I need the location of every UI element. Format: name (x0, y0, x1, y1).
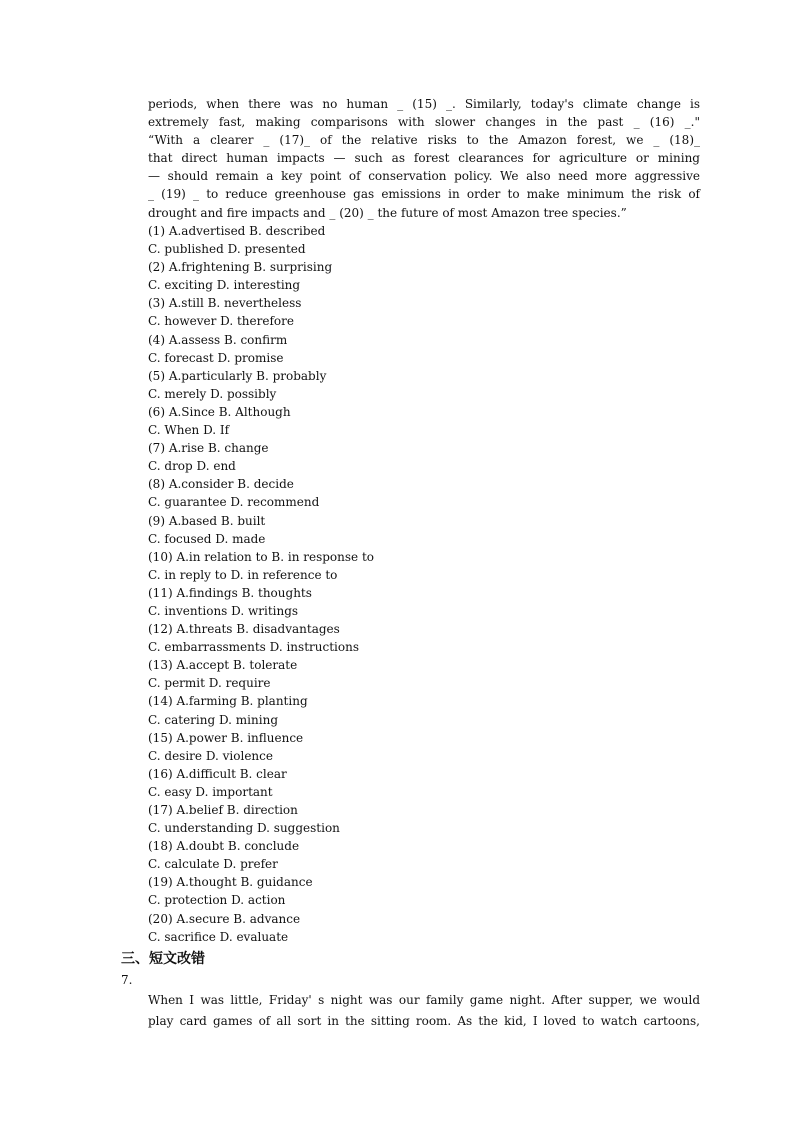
option-line: C. easy D. important (148, 784, 273, 799)
option-line: C. understanding D. suggestion (148, 821, 340, 836)
passage-line: extremely fast, making comparisons with slower changes in the past _ (16) _." (148, 115, 700, 130)
option-line: C. merely D. possibly (148, 386, 277, 401)
option-line: C. desire D. violence (148, 748, 273, 763)
passage-line: _ (19) _ to reduce greenhouse gas emissions in order to make minimum the risk of (148, 187, 700, 202)
option-line: C. however D. therefore (148, 314, 294, 329)
passage-line: drought and fire impacts and _ (20) _ the future of most Amazon tree species.” (148, 205, 627, 220)
option-line: C. When D. If (148, 423, 230, 438)
option-line: C. catering D. mining (148, 712, 278, 727)
option-line: (20) A.secure B. advance (148, 911, 301, 926)
option-line: C. in reply to D. in reference to (148, 567, 338, 582)
option-line: (19) A.thought B. guidance (148, 875, 313, 890)
answer-options (148, 222, 374, 946)
question-number: 7. (121, 973, 133, 987)
option-line: (14) A.farming B. planting (148, 694, 308, 709)
essay-line: play card games of all sort in the sitting room. As the kid, I loved to watch cartoons, (148, 1014, 700, 1028)
option-line: (16) A.difficult B. clear (148, 766, 287, 781)
option-line: (9) A.based B. built (148, 513, 266, 528)
option-line: (1) A.advertised B. described (148, 224, 326, 238)
reading-passage (148, 95, 700, 222)
passage-line: — should remain a key point of conservation policy. We also need more aggressive (148, 169, 700, 184)
option-line: (18) A.doubt B. conclude (148, 839, 300, 854)
option-line: (8) A.consider B. decide (148, 477, 294, 492)
option-line: C. forecast D. promise (148, 350, 284, 365)
passage-line: that direct human impacts — such as forest clearances for agriculture or mining (148, 151, 700, 166)
option-line: (2) A.frightening B. surprising (148, 260, 333, 275)
option-line: C. drop D. end (148, 459, 236, 474)
option-line: C. calculate D. prefer (148, 857, 278, 872)
option-line: C. inventions D. writings (148, 603, 299, 618)
option-line: C. embarrassments D. instructions (148, 640, 359, 655)
option-line: C. exciting D. interesting (148, 278, 301, 293)
option-line: (3) A.still B. nevertheless (148, 296, 302, 311)
option-line: C. permit D. require (148, 676, 271, 691)
error-correction-passage (148, 990, 700, 1032)
option-line: (5) A.particularly B. probably (148, 368, 327, 383)
section-heading: 三、短文改错 (121, 951, 205, 967)
option-line: (4) A.assess B. confirm (148, 332, 288, 347)
option-line: (6) A.Since B. Although (148, 404, 291, 419)
option-line: (7) A.rise B. change (148, 441, 269, 456)
option-line: (12) A.threats B. disadvantages (148, 622, 340, 637)
option-line: (15) A.power B. influence (148, 730, 304, 745)
option-line: C. guarantee D. recommend (148, 495, 320, 510)
option-line: C. sacrifice D. evaluate (148, 929, 289, 944)
option-line: (10) A.in relation to B. in response to (148, 549, 375, 564)
option-line: C. focused D. made (148, 531, 266, 546)
essay-line: When I was little, Friday' s night was our family game night. After supper, we would (148, 993, 700, 1007)
option-line: (11) A.findings B. thoughts (148, 585, 312, 600)
option-line: (17) A.belief B. direction (148, 803, 298, 817)
option-line: C. protection D. action (148, 893, 286, 908)
option-line: C. published D. presented (148, 242, 306, 257)
passage-line: periods, when there was no human _ (15) _. Similarly, today's climate change is (148, 97, 700, 111)
option-line: (13) A.accept B. tolerate (148, 658, 298, 673)
passage-line: “With a clearer _ (17)_ of the relative risks to the Amazon forest, we _ (18)_ (148, 133, 700, 148)
